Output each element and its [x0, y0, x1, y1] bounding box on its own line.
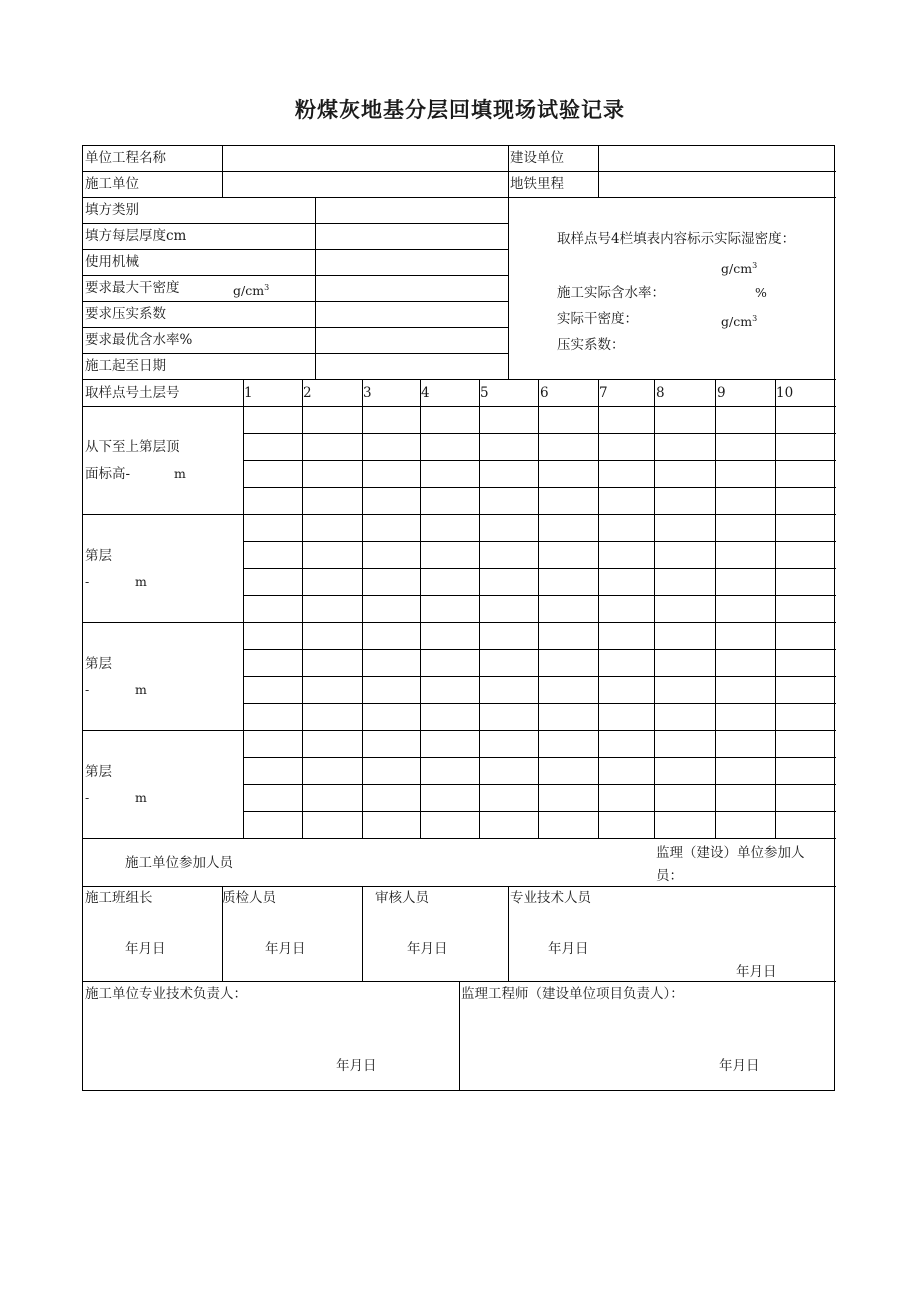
project-name-label: 单位工程名称 [85, 150, 166, 166]
team-leader-date: 年月日 [125, 941, 166, 957]
builder-label: 建设单位 [510, 150, 564, 166]
group4-layer-label: 第层 [85, 764, 112, 780]
group2-dash: - [85, 574, 90, 589]
contractor-tech-head-date: 年月日 [336, 1058, 377, 1074]
grid-row-line [243, 568, 836, 569]
grid-col-line [598, 379, 599, 838]
grid-row-line [243, 811, 836, 812]
grid-row-line [243, 433, 836, 434]
grid-row-line [243, 784, 836, 785]
grid-col-line [302, 379, 303, 838]
grid-col-line [420, 379, 421, 838]
max-dry-density-label: 要求最大干密度 [85, 280, 180, 296]
grid-row-line [243, 460, 836, 461]
grid-col-line [538, 379, 539, 838]
supervisor-participants-line1: 监理（建设）单位参加人 [656, 845, 805, 861]
group3-dash: - [85, 682, 90, 697]
grid-row-line [243, 757, 836, 758]
technician-label: 专业技术人员 [510, 890, 591, 906]
grid-row-line [83, 622, 836, 623]
column-header-6: 6 [540, 385, 549, 401]
row-divider [83, 327, 508, 328]
technician-date: 年月日 [548, 941, 589, 957]
col-divider [362, 886, 363, 981]
quality-inspector-date: 年月日 [265, 941, 306, 957]
record-form-table [82, 145, 835, 1091]
grid-header-label: 取样点号土层号 [85, 385, 180, 401]
grid-col-line [775, 379, 776, 838]
machinery-label: 使用机械 [85, 254, 139, 270]
page-title: 粉煤灰地基分层回填现场试验记录 [295, 98, 625, 122]
row-divider [83, 249, 508, 250]
row-divider [83, 379, 836, 380]
column-header-8: 8 [656, 385, 665, 401]
optimum-moisture-label: 要求最优含水率% [85, 332, 193, 348]
notes-dry-density-unit: $g/cm^3$ [721, 314, 758, 330]
col-divider [222, 146, 223, 197]
col-divider [598, 146, 599, 197]
date-range-label: 施工起至日期 [85, 358, 166, 374]
group1-label-line2: 面标高- [85, 466, 131, 482]
group2-layer-label: 第层 [85, 548, 112, 564]
row-divider [83, 171, 836, 172]
grid-row-line [83, 730, 836, 731]
row-divider [83, 275, 508, 276]
col-divider [508, 886, 509, 981]
team-leader-label: 施工班组长 [85, 890, 153, 906]
notes-dry-density-label: 实际干密度： [557, 311, 638, 327]
column-header-9: 9 [717, 385, 726, 401]
notes-moisture-unit: % [755, 285, 767, 300]
column-header-2: 2 [303, 385, 312, 401]
column-header-7: 7 [599, 385, 608, 401]
supervising-engineer-label: 监理工程师（建设单位项目负责人）： [461, 986, 684, 1002]
notes-compaction-label: 压实系数： [557, 337, 625, 353]
grid-row-line [243, 541, 836, 542]
row-divider [83, 223, 508, 224]
column-header-3: 3 [363, 385, 372, 401]
fill-type-label: 填方类别 [85, 202, 139, 218]
max-dry-density-unit: $g/cm^3$ [233, 283, 270, 299]
row-divider [83, 838, 836, 839]
column-header-4: 4 [421, 385, 430, 401]
row-divider [83, 197, 836, 198]
supervisor-date: 年月日 [736, 964, 777, 980]
grid-row-line [83, 514, 836, 515]
row-divider [83, 353, 508, 354]
supervisor-participants-line2: 员： [656, 868, 683, 884]
supervising-engineer-date: 年月日 [719, 1058, 760, 1074]
grid-col-line [243, 379, 244, 838]
grid-col-line [654, 379, 655, 838]
row-divider [83, 886, 836, 887]
grid-row-line [243, 703, 836, 704]
notes-moisture-label: 施工实际含水率： [557, 285, 665, 301]
grid-row-line [83, 406, 836, 407]
group1-label-line1: 从下至上第层顶 [85, 439, 180, 455]
group3-layer-label: 第层 [85, 656, 112, 672]
row-divider [83, 301, 508, 302]
notes-wet-density-unit: $g/cm^3$ [721, 261, 758, 277]
layer-thickness-label: 填方每层厚度cm [85, 228, 187, 244]
col-divider [508, 146, 509, 379]
contractor-label: 施工单位 [85, 176, 139, 192]
reviewer-label: 审核人员 [375, 890, 429, 906]
compaction-required-label: 要求压实系数 [85, 306, 166, 322]
col-divider [315, 197, 316, 379]
group4-unit: m [135, 790, 147, 805]
grid-row-line [243, 649, 836, 650]
grid-col-line [715, 379, 716, 838]
grid-col-line [479, 379, 480, 838]
grid-row-line [243, 487, 836, 488]
contractor-participants-label: 施工单位参加人员 [125, 855, 233, 871]
quality-inspector-label: 质检人员 [222, 890, 276, 906]
group2-unit: m [135, 574, 147, 589]
group1-unit: m [174, 466, 186, 481]
group4-dash: - [85, 790, 90, 805]
col-divider [459, 981, 460, 1091]
column-header-10: 10 [776, 385, 794, 401]
contractor-tech-head-label: 施工单位专业技术负责人： [85, 986, 247, 1002]
grid-row-line [243, 676, 836, 677]
grid-col-line [362, 379, 363, 838]
column-header-1: 1 [244, 385, 253, 401]
notes-wet-density: 取样点号4栏填表内容标示实际湿密度： [557, 231, 796, 247]
group3-unit: m [135, 682, 147, 697]
column-header-5: 5 [480, 385, 489, 401]
metro-mileage-label: 地铁里程 [510, 176, 564, 192]
grid-row-line [243, 595, 836, 596]
reviewer-date: 年月日 [407, 941, 448, 957]
